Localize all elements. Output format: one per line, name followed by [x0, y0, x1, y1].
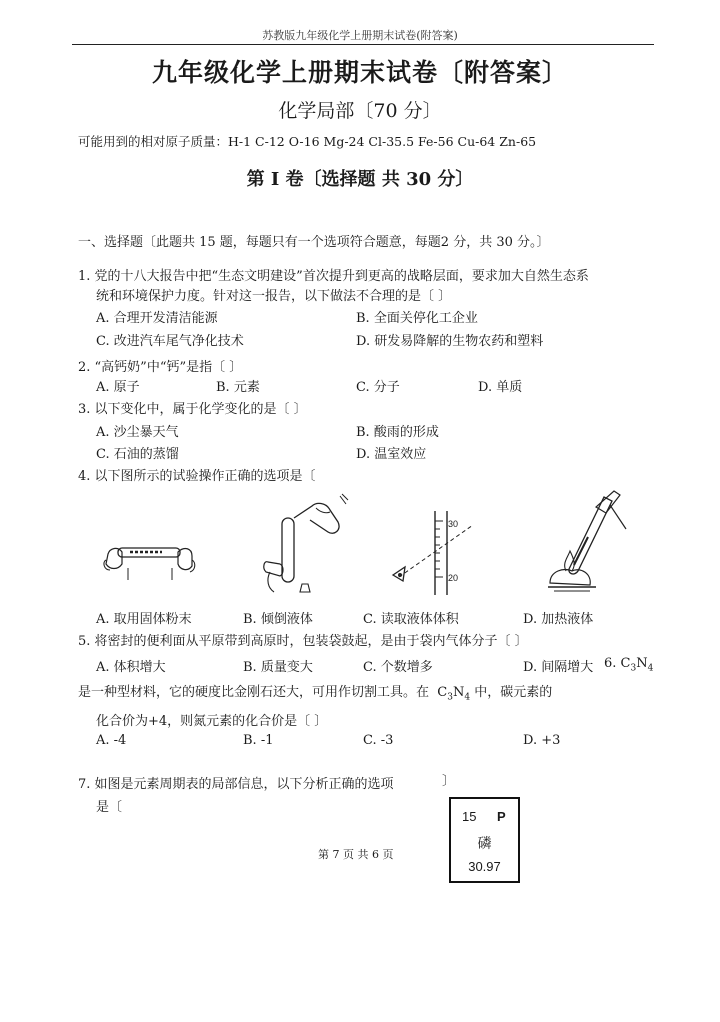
atomic-masses: 可能用到的相对原子质量：H-1 C-12 O-16 Mg-24 Cl-35.5 Fe-56 Cu-64 Zn-65 — [78, 134, 537, 149]
q3-option-c: C. 石油的蒸馏 — [96, 447, 179, 462]
q6-stem-line3: 化合价为+4，则氮元素的化合价是〔 〕 — [96, 714, 328, 729]
figure-a-powder — [100, 530, 200, 590]
q6-formula-inline: 6. $C_3N_4$ — [604, 656, 654, 674]
q2-option-c: C. 分子 — [356, 380, 400, 395]
q4-option-b: B. 倾倒液体 — [243, 612, 313, 627]
q5-stem: 5. 将密封的便利面从平原带到高原时，包装袋鼓起，是由于袋内气体分子〔 〕 — [78, 634, 528, 649]
q3-stem: 3. 以下变化中，属于化学变化的是〔 〕 — [78, 402, 307, 417]
q1-option-c: C. 改进汽车尾气净化技术 — [96, 334, 244, 349]
scale-label-20: 20 — [448, 573, 459, 583]
q5-option-a: A. 体积增大 — [96, 660, 166, 675]
q5-option-d: D. 间隔增大 — [523, 660, 594, 675]
section-title: 第 I 卷〔选择题 共 30 分〕 — [246, 169, 474, 190]
q3-option-a: A. 沙尘暴天气 — [96, 425, 179, 440]
page-subtitle: 化学局部〔70 分〕 — [278, 100, 442, 122]
q7-bracket-close: 〕 — [442, 774, 456, 789]
q2-option-a: A. 原子 — [96, 380, 140, 395]
q1-option-a: A. 合理开发清洁能源 — [96, 311, 218, 326]
element-symbol: P — [497, 809, 506, 824]
q1-stem-line1: 1. 党的十八大报告中把“生态文明建设”首次提升到更高的战略层面，要求加大自然生态系 — [78, 269, 589, 284]
q2-option-b: B. 元素 — [216, 380, 260, 395]
q4-stem: 4. 以下图所示的试验操作正确的选项是〔 — [78, 469, 316, 484]
q6-stem-line2: 是一种型材料，它的硬度比金刚石还大，可用作切割工具。在 $C_3N_4$ 中，碳元素的 — [78, 685, 553, 703]
q2-stem: 2. “高钙奶”中“钙”是指〔 〕 — [78, 360, 243, 375]
periodic-element-card — [449, 797, 520, 883]
figure-c-reading — [385, 505, 485, 597]
q4-option-c: C. 读取液体体积 — [363, 612, 459, 627]
q6-option-a: A. -4 — [96, 733, 127, 748]
q1-option-b: B. 全面关停化工企业 — [356, 311, 478, 326]
q7-stem-line1: 7. 如图是元素周期表的局部信息，以下分析正确的选项 — [78, 777, 394, 792]
header-divider — [72, 44, 654, 45]
q6-option-b: B. -1 — [243, 733, 274, 748]
q6-option-d: D. +3 — [523, 733, 561, 748]
q5-option-b: B. 质量变大 — [243, 660, 313, 675]
running-header: 苏教版九年级化学上册期末试卷(附答案) — [262, 29, 458, 42]
q5-option-c: C. 个数增多 — [363, 660, 433, 675]
q1-option-d: D. 研发易降解的生物农药和塑料 — [356, 334, 544, 349]
q4-option-d: D. 加热液体 — [523, 612, 594, 627]
q3-option-b: B. 酸雨的形成 — [356, 425, 439, 440]
q2-option-d: D. 单质 — [478, 380, 523, 395]
atomic-mass: 30.97 — [468, 859, 501, 874]
atomic-number: 15 — [462, 809, 477, 824]
scale-label-30: 30 — [448, 519, 459, 529]
q3-option-d: D. 温室效应 — [356, 447, 427, 462]
figure-b-pouring — [250, 488, 350, 600]
q6-number: 6. — [604, 656, 617, 671]
q7-stem-line2: 是〔 — [96, 800, 123, 815]
q4-option-a: A. 取用固体粉末 — [96, 612, 192, 627]
part-heading: 一、选择题〔此题共 15 题，每题只有一个选项符合题意，每题2 分，共 30 分。〕 — [78, 235, 550, 250]
q6-option-c: C. -3 — [363, 733, 394, 748]
element-name: 磷 — [477, 836, 492, 852]
page-number: 第 7 页 共 6 页 — [318, 848, 394, 861]
q1-stem-line2: 统和环境保护力度。针对这一报告，以下做法不合理的是〔 〕 — [96, 289, 452, 304]
page-title: 九年级化学上册期末试卷〔附答案〕 — [151, 58, 568, 87]
figure-d-heating — [540, 487, 640, 599]
